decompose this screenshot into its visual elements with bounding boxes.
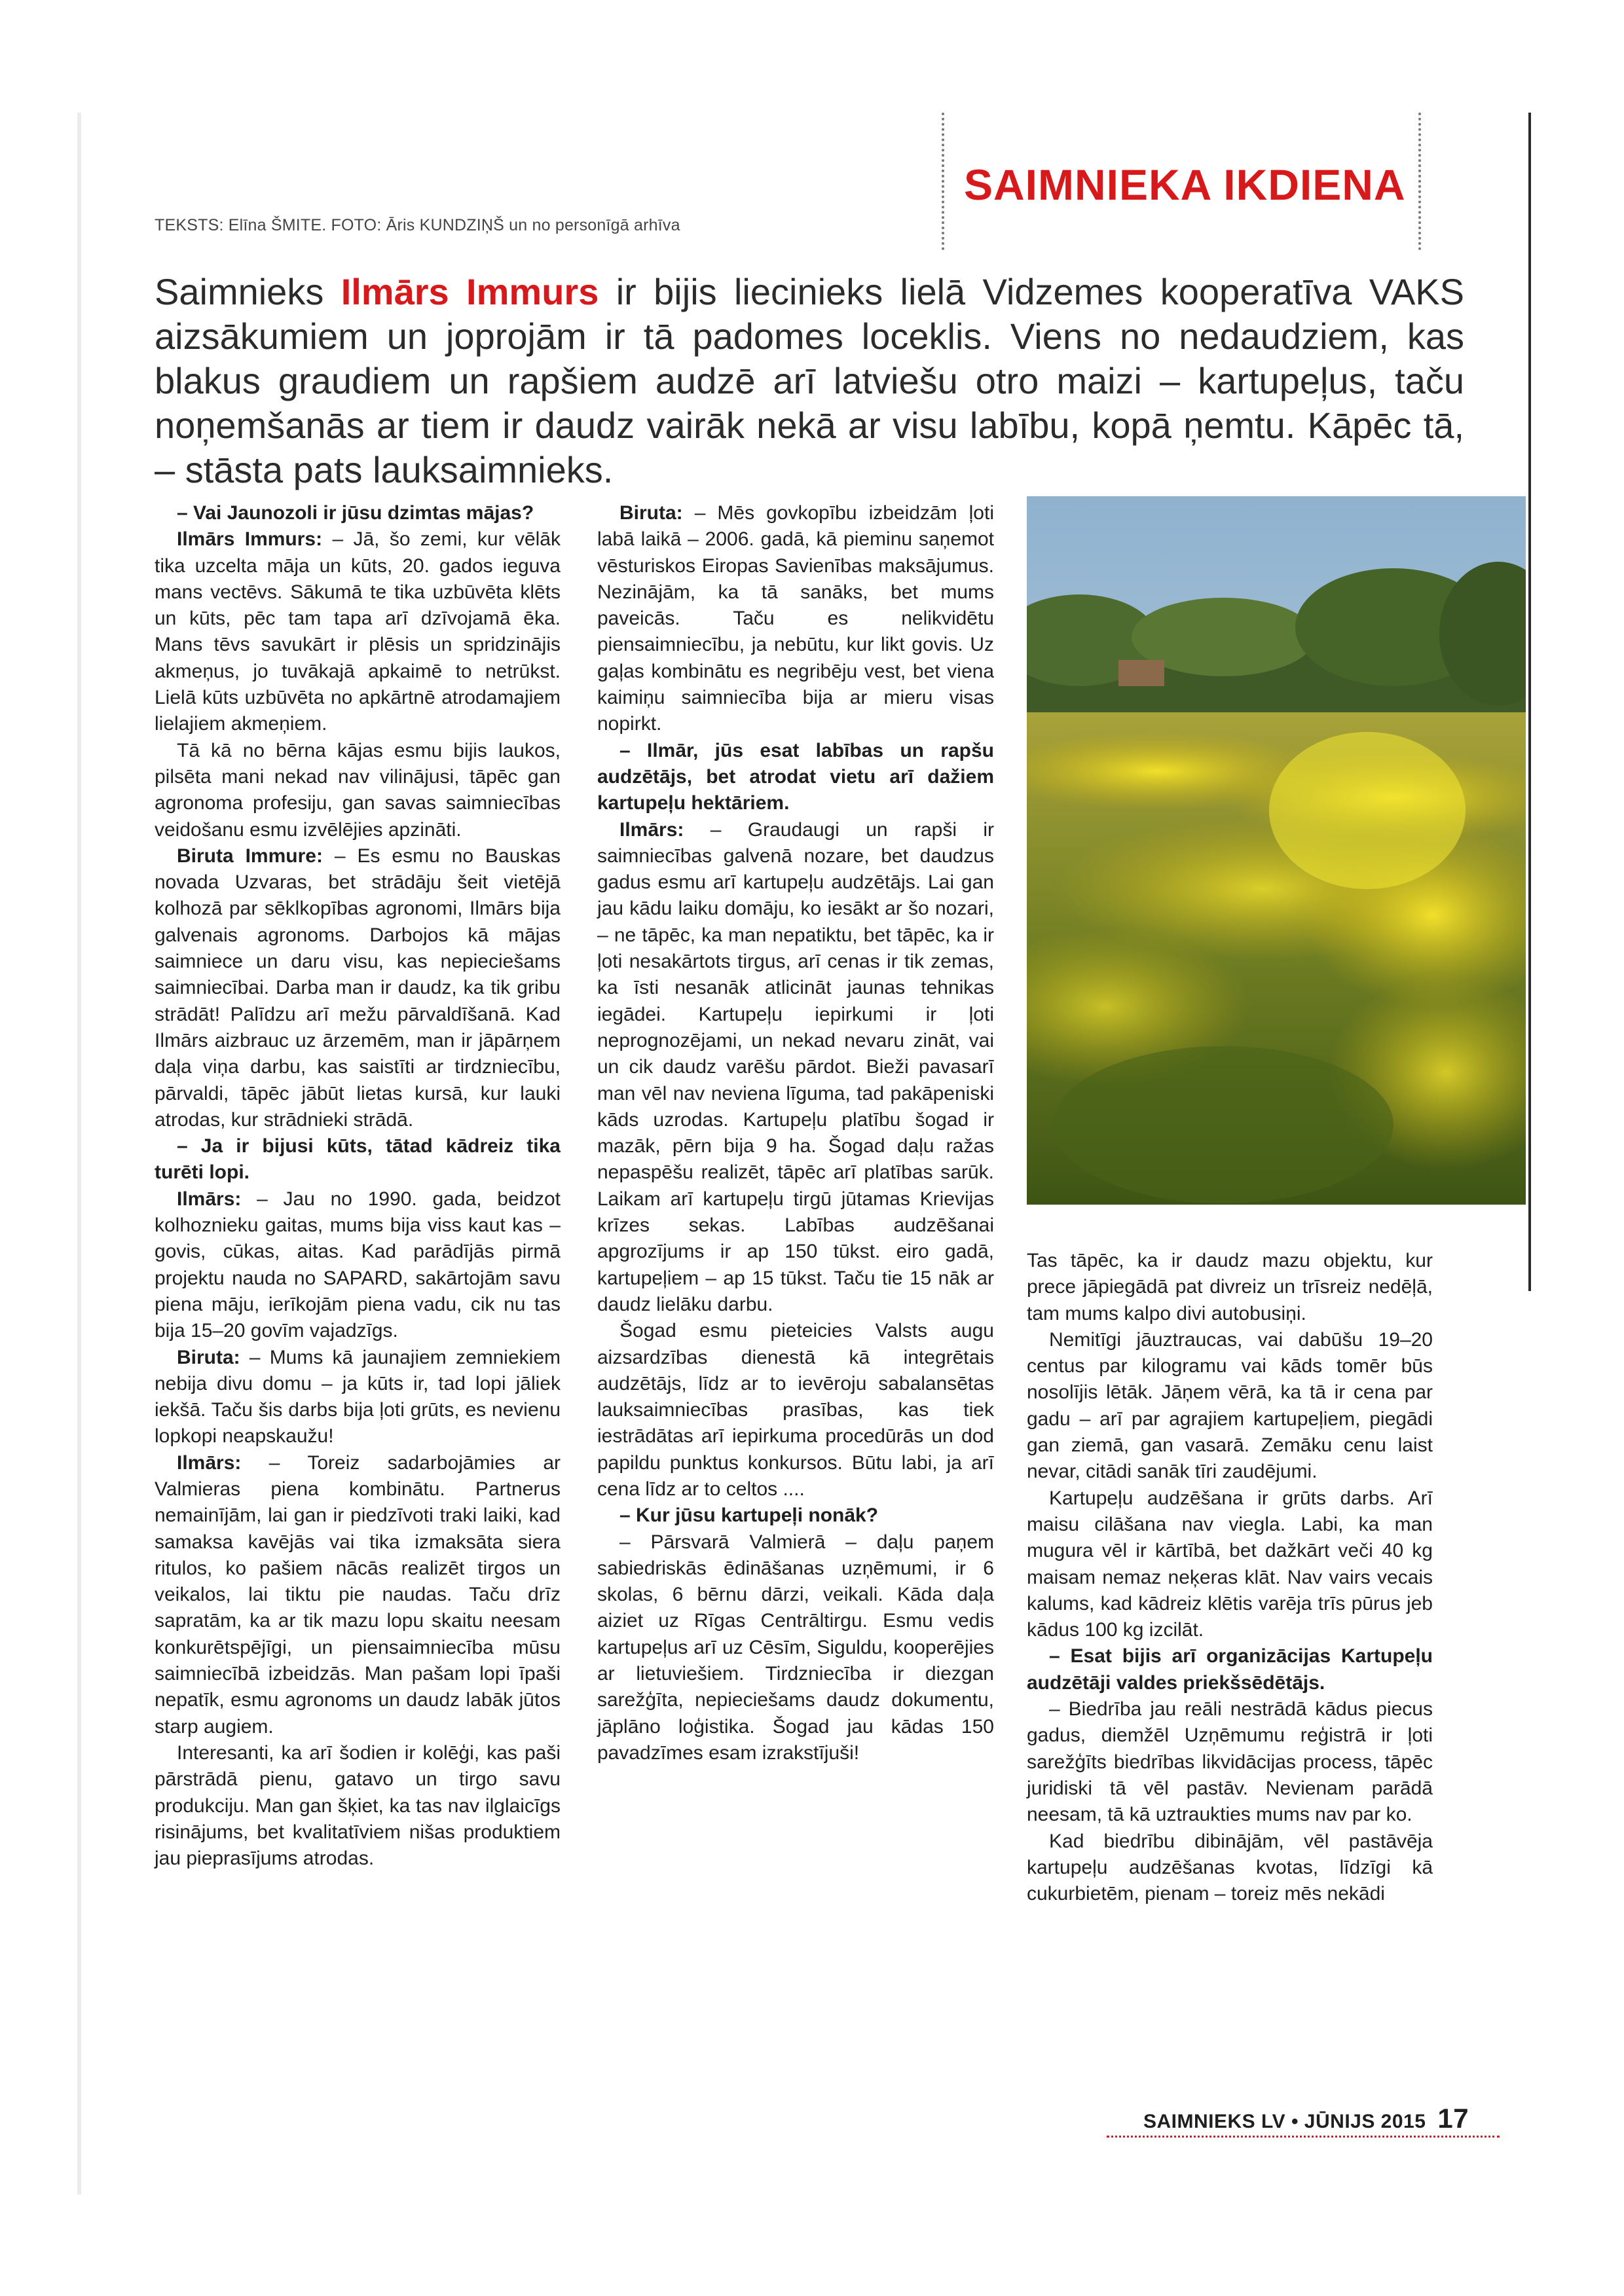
- question: – Kur jūsu kartupeļi nonāk?: [619, 1504, 879, 1527]
- paragraph: Nemitīgi jāuztraucas, vai dabūšu 19–20 centus par kilogramu vai kāds tomēr būs nosolījis lētāk. Jāņem vērā, ka tā ir cena par gadu – arī par agrajiem kartupeļiem, piegādi gan ziemā, gan vasarā. Zemāku cenu laist nevar, citādi sanāk tīri zaudējumi.: [1027, 1328, 1433, 1483]
- speaker: Biruta:: [177, 1346, 240, 1368]
- intro-lead: Saimnieks: [155, 271, 341, 312]
- paragraph: – Pārsvarā Valmierā – daļu paņem sabiedriskās ēdināšanas uzņēmumi, ir 6 skolas, 6 bērnu dārzi, veikali. Kāda daļa aiziet uz Rīgas Centrāltirgu. Esmu vedis kartupeļus arī uz Cēsīm, Siguldu, kooperējies ar lietuviešiem. Tirdzniecība ir diezgan sarežģīta, nepieciešams daudz dokumentu, jāplāno loģistika. Šogad jau kādas 150 pavadzīmes esam izrakstījuši!: [597, 1531, 994, 1764]
- answer: [155, 1345, 561, 1450]
- paragraph: Tā kā no bērna kājas esmu bijis laukos, pilsēta mani nekad nav vilinājusi, tāpēc gan agronoma profesiju, gan savas saimniecības veidošanu esmu izvēlējies apzināti.: [155, 739, 561, 841]
- scan-edge-left: [77, 113, 81, 2195]
- answer: [597, 817, 994, 1319]
- paragraph: Kartupeļu audzēšana ir grūts darbs. Arī maisu cilāšana nav viegla. Labi, ka man mugura vēl ir kārtībā, bet dažkārt veči 40 kg maisam nemaz neķeras klāt. Nav vairs vecais kalums, kad kādreiz klētis varēja trīs pūrus jeb kādus 100 kg izcilāt.: [1027, 1487, 1433, 1641]
- speaker: Biruta:: [619, 502, 683, 524]
- question: – Esat bijis arī organizācijas Kartupeļu audzētāji valdes priekšsēdētājs.: [1027, 1645, 1433, 1694]
- answer-text: – Es esmu no Bauskas novada Uzvaras, bet strādāju šeit vietējā kolhozā par sēklkopības agronomi, Ilmārs bija galvenais agronoms. Darbojos kā mājas saimniece un daru visu, kas nepieciešams saimniecībai. Darba man ir daudz, ka tik gribu strādāt! Palīdzu arī mežu pārvaldīšanā. Kad Ilmārs aizbrauc uz ārzemēm, man ir jāpārņem daļa viņa darbu, kas saistīti ar tirdzniecību, pārvaldi, tāpēc jābūt lietas kursā, kur lauki atrodas, kur strādnieki strādā.: [155, 845, 561, 1131]
- intro-name: Ilmārs Immurs: [341, 271, 599, 312]
- answer: [155, 526, 561, 737]
- page-number: 17: [1437, 2103, 1469, 2134]
- speaker: Ilmārs:: [619, 818, 684, 841]
- paragraph: Interesanti, ka arī šodien ir kolēģi, kas paši pārstrādā pienu, gatavo un tirgo savu produkciju. Man gan šķiet, ka tas nav ilglaicīgs risinājums, bet kvalitatīviem nišas produktiem jau pieprasījums atrodas.: [155, 1741, 561, 1870]
- article-intro: [155, 270, 1464, 492]
- answer: [155, 1186, 561, 1345]
- speaker: Biruta Immure:: [177, 845, 323, 867]
- answer-text: – Jau no 1990. gada, beidzot kolhoznieku gaitas, mums bija viss kaut kas – govis, cūkas, aitas. Kad parādījās pirmā projektu nauda no SAPARD, sakārtojām savu piena māju, ierīkojām piena vadu, cik nu tas bija 15–20 govīm vajadzīgs.: [155, 1188, 561, 1342]
- article-column-3: [1027, 1248, 1433, 1907]
- rapeseed-field-photo: [1027, 496, 1526, 1205]
- speaker: Ilmārs:: [177, 1451, 242, 1474]
- answer: [597, 500, 994, 738]
- question: – Ja ir bijusi kūts, tātad kādreiz tika turēti lopi.: [155, 1135, 561, 1184]
- article-credits: TEKSTS: Elīna ŠMITE. FOTO: Āris KUNDZIŅŠ un no personīgā arhīva: [155, 216, 680, 234]
- answer: [155, 1450, 561, 1740]
- section-title: SAIMNIEKA IKDIENA: [964, 160, 1406, 209]
- answer-text: – Toreiz sadarbojāmies ar Valmieras piena kombinātu. Partnerus nemainījām, lai gan ir piedzīvoti traki laiki, kad samaksa kavējās vai tika izmaksāta siera ritulos, ko pašiem nācās realizēt tirgos un veikalos, lai tiktu pie naudas. Taču drīz sapratām, ka ar tik mazu lopu skaitu neesam konkurētspējīgi, un piensaimniecība mūsu saimniecībā izbeidzās. Man pašam lopi īpaši nepatīk, esmu agronoms un daudz labāk jūtos starp augiem.: [155, 1451, 561, 1738]
- answer: [155, 843, 561, 1133]
- paragraph: Tas tāpēc, ka ir daudz mazu objektu, kur prece jāpiegādā pat divreiz un trīsreiz nedēļā, tam mums kalpo divi autobusiņi.: [1027, 1250, 1433, 1324]
- question: – Vai Jaunozoli ir jūsu dzimtas mājas?: [177, 502, 534, 524]
- paragraph: – Biedrība jau reāli nestrādā kādus piecus gadus, diemžēl Uzņēmumu reģistrā ir ļoti sarežģīts biedrības likvidācijas process, tāpēc juridiski tā vēl pastāv. Nevienam parādā neesam, tā kā uztraukties mums nav par ko.: [1027, 1698, 1433, 1826]
- magazine-issue: SAIMNIEKS LV • JŪNIJS 2015: [1143, 2111, 1426, 2132]
- answer-text: – Mums kā jaunajiem zemniekiem nebija divu domu – ja kūts ir, tad lopi jāliek iekšā. Taču šis darbs bija ļoti grūts, es nevienu lopkopi neapskaužu!: [155, 1346, 561, 1448]
- page-footer: [1143, 2103, 1469, 2134]
- speaker: Ilmārs Immurs:: [177, 528, 323, 551]
- paragraph: Šogad esmu pieteicies Valsts augu aizsardzības dienestā kā integrētais audzētājs, līdz ar to ievēroju sabalansētas lauksaimniecības prasības, kas tiek iestrādātas arī iepirkuma procedūrās un dod papildu punktus konkursos. Būtu labi, ja arī cena līdz ar to celtos ....: [597, 1320, 994, 1500]
- speaker: Ilmārs:: [177, 1188, 242, 1210]
- paragraph: Kad biedrību dibinājām, vēl pastāvēja kartupeļu audzēšanas kvotas, līdzīgi kā cukurbietēm, pienam – toreiz mēs nekādi: [1027, 1830, 1433, 1905]
- intro-rest: ir bijis liecinieks lielā Vidzemes kooperatīva VAKS aizsākumiem un joprojām ir tā padomes loceklis. Viens no nedaudziem, kas blakus graudiem un rapšiem audzē arī latviešu otro maizi – kartupeļus, taču noņemšanās ar tiem ir daudz vairāk nekā ar visu labību, kopā ņemtu. Kāpēc tā, – stāsta pats lauksaimnieks.: [155, 271, 1465, 490]
- article-column-2: [597, 500, 994, 1766]
- scan-edge-right: [1528, 113, 1531, 1291]
- footer-rule: [1107, 2136, 1500, 2138]
- article-column-1: [155, 500, 561, 1872]
- question: – Ilmār, jūs esat labības un rapšu audzētājs, bet atrodat vietu arī dažiem kartupeļu hektāriem.: [597, 739, 994, 814]
- answer-text: – Jā, šo zemi, kur vēlāk tika uzcelta māja un kūts, 20. gados ieguva mans vectēvs. Sākumā te tika uzbūvēta klēts un kūts, pēc tam tapa arī dzīvojamā ēka. Mans tēvs savukārt ir plēsis un spridzinājis akmeņus, jo tuvākajā apkaimē to netrūkst. Lielā kūts uzbūvēta no apkārtnē atrodamajiem lielajiem akmeņiem.: [155, 528, 561, 735]
- answer-text: – Graudaugi un rapši ir saimniecības galvenā nozare, bet daudzus gadus esmu arī kartupeļu audzētājs. Lai gan jau kādu laiku domāju, ko iesākt ar šo nozari, – ne tāpēc, ka man nepatiktu, bet tāpēc, ka ir ļoti nesakārtots tirgus, arī cenas ir tik zemas, ka īsti nesanāk atlicināt jaunas tehnikas iegādei. Kartupeļu iepirkumi ir ļoti neprognozējami, un nekad nevaru zināt, vai un cik daudz varēšu pārdot. Bieži pavasarī man vēl nav neviena līguma, tad pakāpeniski kāds uzrodas. Kartupeļu platību šogad ir mazāk, pērn bija 9 ha. Šogad daļu ražas nepaspēšu realizēt, tāpēc arī platības sarūk. Laikam arī kartupeļu tirgū jūtamas Krievijas krīzes sekas. Labības audzēšanai apgrozījums ir ap 150 tūkst. eiro gadā, kartupeļiem – ap 15 tūkst. Taču tie 15 nāk ar daudz lielāku darbu.: [597, 818, 994, 1315]
- answer-text: – Mēs govkopību izbeidzām ļoti labā laikā – 2006. gadā, kā pieminu saņemot vēsturiskos Eiropas Savienības maksājumus. Nezinājām, ka tā sanāks, bet mums paveicās. Taču es nelikvidētu piensaimniecību, ja nebūtu, kur likt govis. Uz gaļas kombinātu es negribēju vest, bet viena kaimiņu saimniecība bija ar mieru visas nopirkt.: [597, 502, 994, 735]
